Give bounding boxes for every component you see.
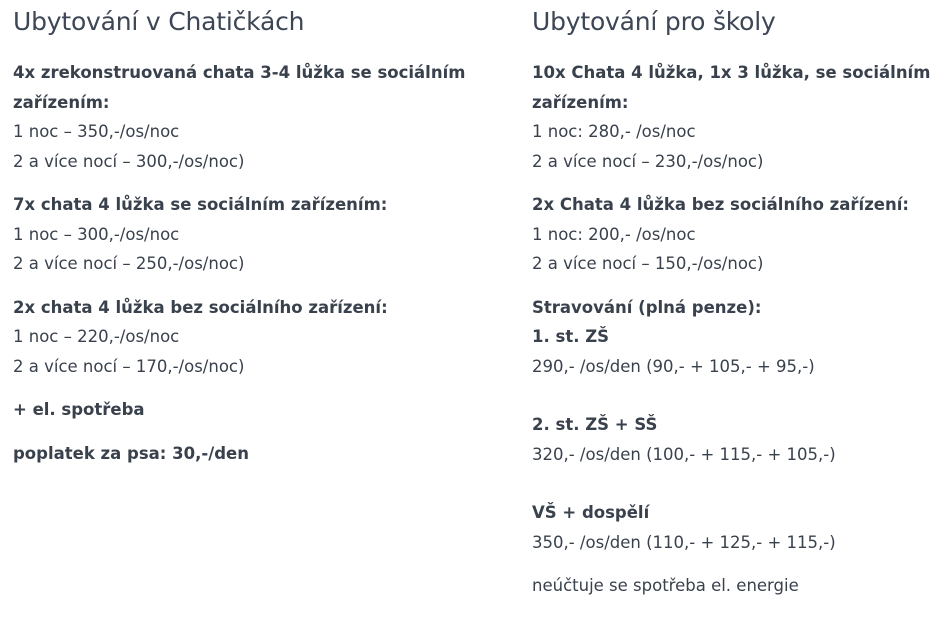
chalet-renovated-heading-cont: zařízením: bbox=[13, 92, 110, 112]
board-group-price: 320,- /os/den (100,- + 115,- + 105,-) bbox=[532, 444, 836, 464]
electricity-surcharge: + el. spotřeba bbox=[13, 400, 145, 419]
school-chalet-with-facilities-heading: 10x Chata 4 lůžka, 1x 3 lůžka, se sociálním bbox=[532, 63, 931, 82]
price-line: 2 a více nocí – 230,-/os/noc) bbox=[532, 151, 764, 171]
price-line: 2 a více nocí – 170,-/os/noc) bbox=[13, 356, 245, 376]
chalet-accommodation-column bbox=[13, 0, 518, 468]
chalet-renovated-block bbox=[13, 58, 518, 176]
price-line: 1 noc – 300,-/os/noc bbox=[13, 224, 180, 244]
board-heading: Stravování (plná penze): bbox=[532, 297, 762, 317]
board-group-label: 1. st. ZŠ bbox=[532, 327, 610, 346]
board-group-price: 350,- /os/den (110,- + 125,- + 115,-) bbox=[532, 532, 836, 552]
chalet-without-facilities-heading: 2x chata 4 lůžka bez sociálního zařízení: bbox=[13, 297, 388, 317]
school-chalet-without-facilities-block bbox=[532, 190, 942, 279]
price-line: 2 a více nocí – 150,-/os/noc) bbox=[532, 254, 764, 273]
school-accommodation-column bbox=[532, 0, 942, 601]
price-line: 1 noc – 350,-/os/noc bbox=[13, 122, 180, 141]
chalet-without-facilities-block bbox=[13, 293, 518, 382]
price-line: 1 noc: 280,- /os/noc bbox=[532, 122, 696, 141]
price-line: 1 noc – 220,-/os/noc bbox=[13, 327, 180, 346]
chalet-accommodation-title: Ubytování v Chatičkách bbox=[13, 7, 305, 36]
board-block bbox=[532, 293, 942, 558]
dog-fee: poplatek za psa: 30,-/den bbox=[13, 443, 249, 463]
school-accommodation-title: Ubytování pro školy bbox=[532, 7, 776, 36]
price-line: 2 a více nocí – 300,-/os/noc) bbox=[13, 151, 245, 171]
price-line: 1 noc: 200,- /os/noc bbox=[532, 224, 696, 244]
price-line: 2 a více nocí – 250,-/os/noc) bbox=[13, 254, 245, 273]
board-group-price: 290,- /os/den (90,- + 105,- + 95,-) bbox=[532, 356, 815, 376]
chalet-renovated-heading: 4x zrekonstruovaná chata 3-4 lůžka se sociálním bbox=[13, 63, 466, 82]
school-chalet-with-facilities-block bbox=[532, 58, 942, 176]
board-group-label: 2. st. ZŠ + SŠ bbox=[532, 415, 658, 434]
chalet-with-facilities-block bbox=[13, 190, 518, 279]
chalet-with-facilities-heading: 7x chata 4 lůžka se sociálním zařízením: bbox=[13, 195, 388, 214]
board-group-label: VŠ + dospělí bbox=[532, 503, 650, 522]
electricity-note: neúčtuje se spotřeba el. energie bbox=[532, 576, 799, 595]
school-chalet-with-facilities-heading-cont: zařízením: bbox=[532, 92, 629, 112]
school-chalet-without-facilities-heading: 2x Chata 4 lůžka bez sociálního zařízení: bbox=[532, 195, 909, 214]
